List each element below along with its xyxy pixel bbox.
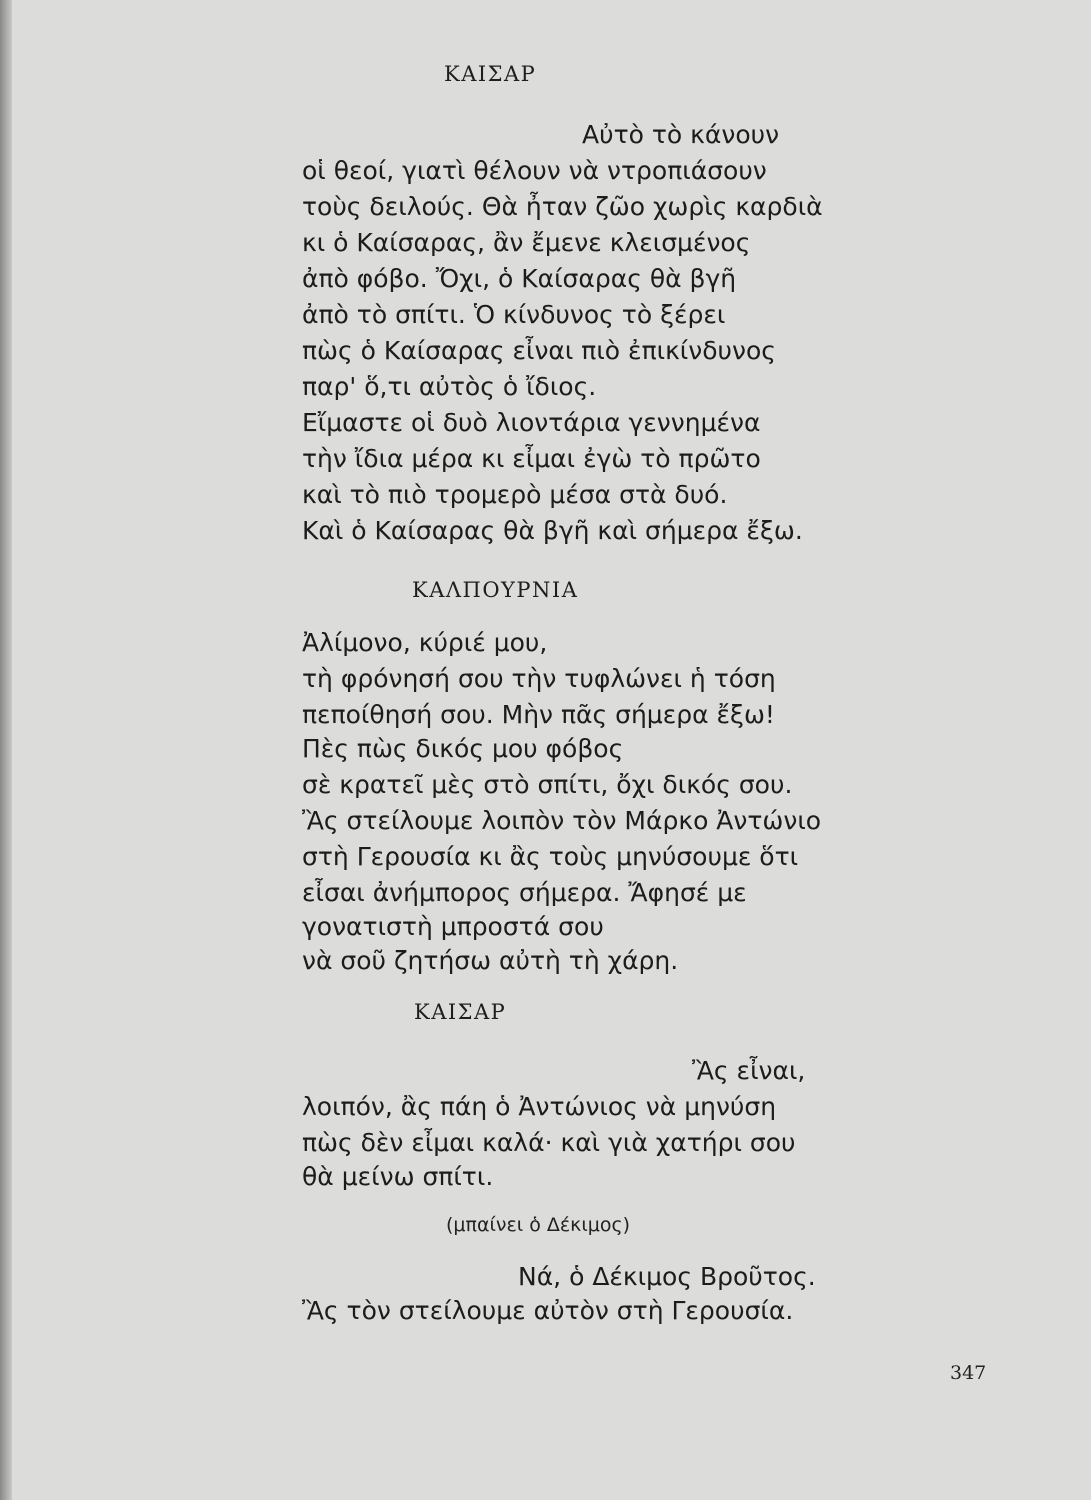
verse-line: τοὺς δειλούς. Θὰ ἦταν ζῶο χωρὶς καρδιὰ <box>302 192 823 221</box>
verse-line: τὴν ἴδια μέρα κι εἶμαι ἐγὼ τὸ πρῶτο <box>302 444 761 473</box>
verse-line: πὼς ὁ Καίσαρας εἶναι πιὸ ἐπικίνδυνος <box>302 336 776 365</box>
page-binding-edge <box>0 0 12 1500</box>
speaker-caesar-1: ΚΑΙΣΑΡ <box>444 62 537 86</box>
verse-line: ἀπὸ τὸ σπίτι. Ὁ κίνδυνος τὸ ξέρει <box>302 300 726 329</box>
verse-line: κι ὁ Καίσαρας, ἂν ἔμενε κλεισμένος <box>302 228 751 257</box>
verse-line: Νά, ὁ Δέκιμος Βροῦτος. <box>518 1262 816 1291</box>
verse-line: Εἴμαστε οἱ δυὸ λιοντάρια γεννημένα <box>302 408 761 437</box>
verse-line: ἀπὸ φόβο. Ὄχι, ὁ Καίσαρας θὰ βγῆ <box>302 264 737 293</box>
stage-direction: (μπαίνει ὁ Δέκιμος) <box>446 1214 631 1236</box>
verse-line: καὶ τὸ πιὸ τρομερὸ μέσα στὰ δυό. <box>302 480 728 509</box>
verse-line: Αὐτὸ τὸ κάνουν <box>582 120 780 149</box>
speaker-caesar-2: ΚΑΙΣΑΡ <box>414 1000 507 1024</box>
speaker-calpurnia: ΚΑΛΠΟΥΡΝΙΑ <box>412 578 579 602</box>
verse-line: Ἀλίμονο, κύριέ μου, <box>302 628 548 657</box>
page-number: 347 <box>950 1362 987 1384</box>
verse-line: στὴ Γερουσία κι ἂς τοὺς μηνύσουμε ὅτι <box>302 842 799 871</box>
verse-line: τὴ φρόνησή σου τὴν τυφλώνει ἡ τόση <box>302 664 776 693</box>
verse-line: παρ' ὅ,τι αὐτὸς ὁ ἴδιος. <box>302 372 597 401</box>
verse-line: πεποίθησή σου. Μὴν πᾶς σήμερα ἔξω! <box>302 700 775 729</box>
verse-line: Ἂς στείλουμε λοιπὸν τὸν Μάρκο Ἀντώνιο <box>302 806 822 835</box>
verse-line: γονατιστὴ μπροστά σου <box>302 912 604 941</box>
verse-line: θὰ μείνω σπίτι. <box>302 1162 494 1191</box>
verse-line: Ἂς τὸν στείλουμε αὐτὸν στὴ Γερουσία. <box>302 1296 794 1325</box>
verse-line: σὲ κρατεῖ μὲς στὸ σπίτι, ὄχι δικός σου. <box>302 770 793 799</box>
verse-line: εἶσαι ἀνήμπορος σήμερα. Ἄφησέ με <box>302 878 747 907</box>
verse-line: οἱ θεοί, γιατὶ θέλουν νὰ ντροπιάσουν <box>302 156 767 185</box>
verse-line: πὼς δὲν εἶμαι καλά· καὶ γιὰ χατήρι σου <box>302 1128 796 1157</box>
verse-line: λοιπόν, ἂς πάη ὁ Ἀντώνιος νὰ μηνύση <box>302 1092 777 1121</box>
verse-line: νὰ σοῦ ζητήσω αὐτὴ τὴ χάρη. <box>302 946 679 975</box>
verse-line: Ἂς εἶναι, <box>692 1056 806 1085</box>
verse-line: Πὲς πὼς δικός μου φόβος <box>302 734 624 763</box>
verse-line: Καὶ ὁ Καίσαρας θὰ βγῆ καὶ σήμερα ἔξω. <box>302 516 803 545</box>
